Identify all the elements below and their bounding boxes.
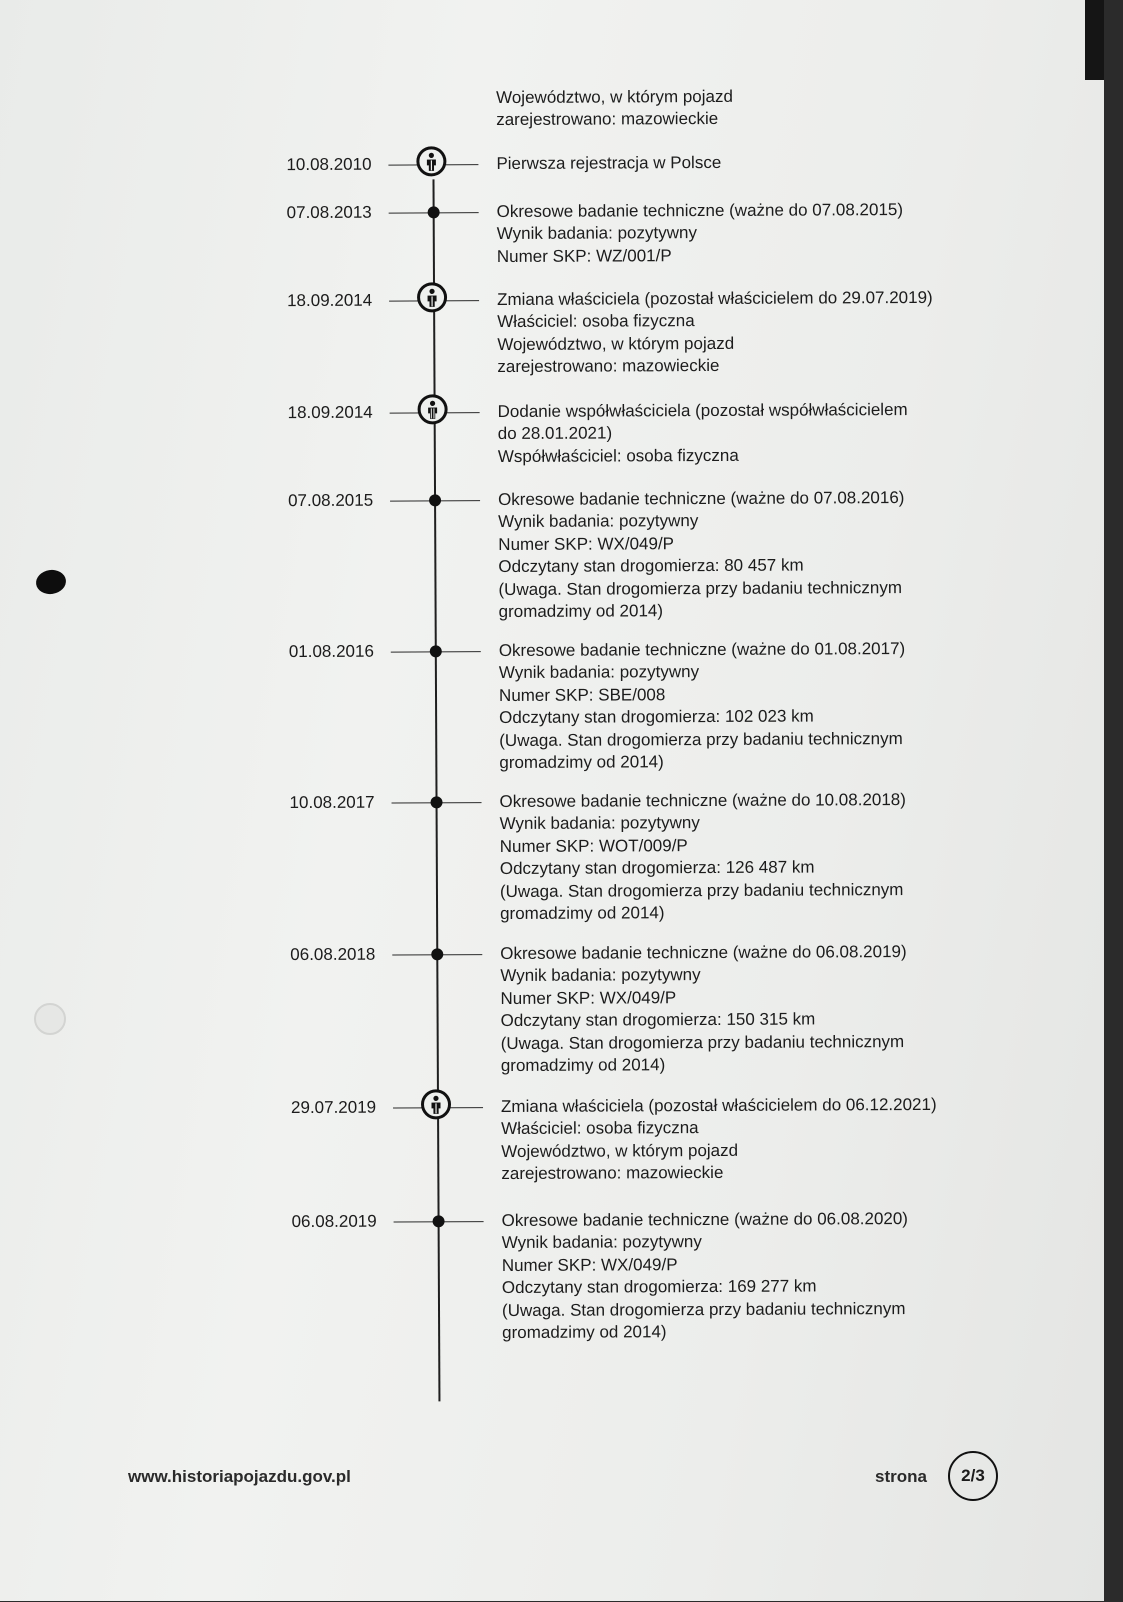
footer-page-label: strona [875, 1467, 927, 1486]
event-date: 06.08.2018 [290, 944, 376, 965]
event-line: Współwłaściciel: osoba fizyczna [497, 445, 739, 466]
event-line: Województwo, w którym pojazd [501, 1140, 739, 1161]
event-line: gromadzimy od 2014) [499, 752, 664, 773]
timeline-event [4, 940, 1104, 1076]
timeline-dot-icon [433, 1215, 445, 1227]
event-line: Odczytany stan drogomierza: 102 023 km [499, 706, 814, 728]
timeline-dot-icon [430, 645, 442, 657]
event-line: (Uwaga. Stan drogomierza przy badaniu technicznym [499, 879, 904, 901]
event-line: Numer SKP: SBE/008 [498, 685, 666, 705]
event-description [498, 399, 908, 468]
event-line: Okresowe badanie techniczne (ważne do 07.08.2015) [496, 200, 904, 222]
event-line: Okresowe badanie techniczne (ważne do 06.08.2019) [500, 942, 907, 964]
event-line: zarejestrowano: mazowieckie [497, 356, 720, 377]
event-date: 18.09.2014 [287, 290, 373, 311]
event-description [499, 789, 906, 925]
event-line: gromadzimy od 2014) [498, 601, 664, 622]
event-line: Województwo, w którym pojazd [497, 333, 735, 354]
person-icon [421, 1089, 451, 1119]
timeline-dot-icon [431, 948, 443, 960]
timeline-event [1, 286, 1101, 377]
event-description [498, 487, 905, 623]
event-line: Dodanie współwłaściciela (pozostał współwłaścicielem [497, 400, 908, 422]
timeline-dot-icon [428, 206, 440, 218]
event-line: zarejestrowano: mazowieckie [501, 1163, 724, 1184]
intro-text [496, 86, 733, 131]
event-date: 10.08.2010 [286, 154, 372, 175]
timeline-event [2, 486, 1102, 622]
event-line: do 28.01.2021) [497, 423, 613, 444]
event-line: gromadzimy od 2014) [500, 1055, 666, 1076]
event-line: Numer SKP: WZ/001/P [496, 245, 672, 266]
event-line: Numer SKP: WOT/009/P [499, 835, 688, 856]
event-line: Odczytany stan drogomierza: 150 315 km [500, 1009, 816, 1031]
timeline-event [1, 198, 1101, 266]
timeline-dot-icon [431, 796, 443, 808]
timeline-event [5, 1093, 1105, 1184]
person-icon [417, 282, 447, 312]
event-line: Okresowe badanie techniczne (ważne do 10.08.2018) [499, 790, 906, 812]
event-line: gromadzimy od 2014) [502, 1322, 667, 1343]
event-line: Numer SKP: WX/049/P [498, 533, 675, 554]
event-line: Okresowe badanie techniczne (ważne do 06.08.2020) [501, 1209, 908, 1231]
event-line: Właściciel: osoba fizyczna [497, 311, 695, 332]
timeline-event [3, 637, 1103, 773]
event-description [501, 1094, 937, 1186]
event-line: Wynik badania: pozytywny [500, 965, 701, 986]
event-description [497, 199, 904, 268]
event-line: (Uwaga. Stan drogomierza przy badaniu technicznym [500, 1031, 905, 1053]
footer-url: www.historiapojazdu.gov.pl [128, 1467, 351, 1486]
event-line: Pierwsza rejestracja w Polsce [496, 152, 722, 174]
event-line: (Uwaga. Stan drogomierza przy badaniu technicznym [499, 728, 903, 750]
event-line: Odczytany stan drogomierza: 126 487 km [499, 857, 815, 879]
event-line: gromadzimy od 2014) [500, 903, 665, 924]
timeline-event [2, 398, 1102, 466]
event-line: (Uwaga. Stan drogomierza przy badaniu technicznym [498, 577, 903, 599]
event-line: Wynik badania: pozytywny [499, 813, 700, 834]
timeline-event [3, 788, 1103, 924]
co-owner-icon [418, 394, 448, 424]
event-description [500, 941, 907, 1077]
event-line: Wynik badania: pozytywny [501, 1232, 702, 1253]
event-line: Wynik badania: pozytywny [498, 511, 699, 532]
page-number-badge: 2/3 [948, 1451, 998, 1501]
event-line: Numer SKP: WX/049/P [500, 987, 677, 1008]
event-description [499, 638, 906, 774]
event-line: Właściciel: osoba fizyczna [501, 1118, 699, 1139]
event-line: Odczytany stan drogomierza: 80 457 km [498, 555, 804, 577]
intro-line: zarejestrowano: mazowieckie [496, 108, 719, 130]
event-date: 06.08.2019 [291, 1211, 377, 1232]
event-line: Okresowe badanie techniczne (ważne do 07.08.2016) [498, 488, 905, 510]
event-description [496, 152, 721, 176]
event-description [502, 1208, 909, 1344]
event-date: 29.07.2019 [290, 1097, 377, 1118]
intro-line: Województwo, w którym pojazd [496, 86, 733, 108]
event-date: 01.08.2016 [288, 641, 374, 662]
event-line: Wynik badania: pozytywny [496, 223, 697, 244]
event-description [497, 287, 933, 379]
timeline-event [0, 150, 1100, 175]
event-line: Okresowe badanie techniczne (ważne do 01.08.2017) [498, 639, 906, 661]
event-line: Wynik badania: pozytywny [498, 662, 700, 683]
event-date: 10.08.2017 [289, 792, 375, 813]
event-line: Odczytany stan drogomierza: 169 277 km [501, 1276, 817, 1298]
timeline-event [6, 1207, 1106, 1343]
event-date: 07.08.2013 [286, 202, 372, 223]
person-icon [416, 146, 446, 176]
event-line: (Uwaga. Stan drogomierza przy badaniu technicznym [501, 1298, 906, 1320]
event-line: Zmiana właściciela (pozostał właścicielem do 06.12.2021) [500, 1094, 937, 1117]
event-line: Numer SKP: WX/049/P [501, 1254, 678, 1275]
event-date: 07.08.2015 [288, 490, 374, 511]
event-line: Zmiana właściciela (pozostał właścicielem do 29.07.2019) [497, 287, 933, 310]
timeline-dot-icon [429, 494, 441, 506]
event-date: 18.09.2014 [287, 402, 373, 423]
